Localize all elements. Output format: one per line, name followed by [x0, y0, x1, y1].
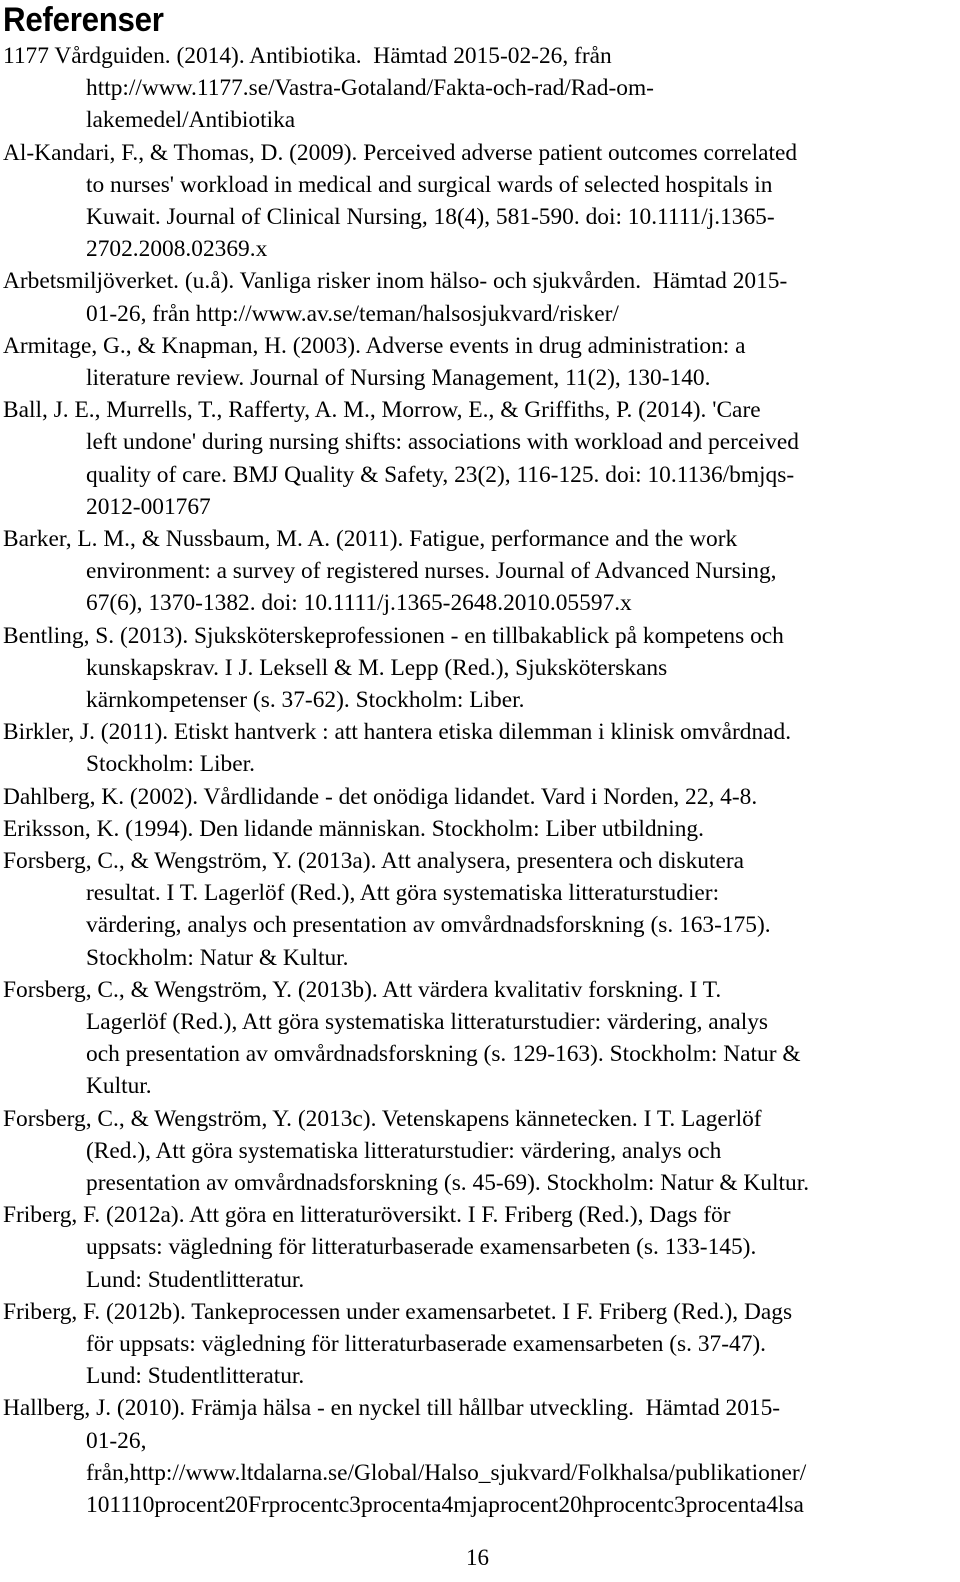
reference-line: http://www.1177.se/Vastra-Gotaland/Fakta-och-rad/Rad-om- — [86, 75, 654, 102]
reference-line: från,http://www.ltdalarna.se/Global/Halso_sjukvard/Folkhalsa/publikationer/ — [86, 1459, 807, 1486]
reference-line: värdering, analys och presentation av omvårdnadsforskning (s. 163-175). — [86, 912, 771, 939]
reference-line: Kuwait. Journal of Clinical Nursing, 18(4), 581-590. doi: 10.1111/j.1365- — [86, 203, 775, 230]
reference-line: Lagerlöf (Red.), Att göra systematiska litteraturstudier: värdering, analys — [86, 1008, 769, 1035]
reference-line: kärnkompetenser (s. 37-62). Stockholm: Liber. — [86, 686, 525, 713]
reference-line: Friberg, F. (2012b). Tankeprocessen under examensarbetet. I F. Friberg (Red.), Dags — [3, 1298, 793, 1325]
page-number: 16 — [466, 1545, 489, 1570]
reference-line: quality of care. BMJ Quality & Safety, 23(2), 116-125. doi: 10.1136/bmjqs- — [86, 461, 795, 488]
reference-line: Lund: Studentlitteratur. — [86, 1266, 305, 1293]
reference-line: 1177 Vårdguiden. (2014). Antibiotika. Hämtad 2015-02-26, från — [3, 43, 612, 69]
reference-line: uppsats: vägledning för litteraturbaserade examensarbeten (s. 133-145). — [86, 1234, 757, 1261]
reference-line: Arbetsmiljöverket. (u.å). Vanliga risker inom hälso- och sjukvården. Hämtad 2015- — [3, 268, 788, 295]
reference-line: Forsberg, C., & Wengström, Y. (2013b). Att värdera kvalitativ forskning. I T. — [3, 976, 722, 1003]
reference-line: Al-Kandari, F., & Thomas, D. (2009). Perceived adverse patient outcomes correlated — [3, 139, 798, 166]
page-heading: Referenser — [3, 1, 164, 39]
reference-line: lakemedel/Antibiotika — [86, 107, 296, 134]
reference-line: left undone' during nursing shifts: associations with workload and perceived — [86, 429, 799, 456]
reference-line: Dahlberg, K. (2002). Vårdlidande - det onödiga lidandet. Vard i Norden, 22, 4-8. — [3, 783, 758, 810]
reference-line: Eriksson, K. (1994). Den lidande människan. Stockholm: Liber utbildning. — [3, 815, 704, 842]
reference-line: Lund: Studentlitteratur. — [86, 1363, 305, 1390]
reference-line: 2012-001767 — [86, 493, 211, 520]
reference-line: Forsberg, C., & Wengström, Y. (2013a). Att analysera, presentera och diskutera — [3, 848, 745, 874]
reference-line: Birkler, J. (2011). Etiskt hantverk : att hantera etiska dilemman i klinisk omvårdnad. — [3, 719, 792, 746]
reference-line: Forsberg, C., & Wengström, Y. (2013c). Vetenskapens kännetecken. I T. Lagerlöf — [3, 1105, 762, 1132]
reference-line: kunskapskrav. I J. Leksell & M. Lepp (Red.), Sjuksköterskans — [86, 654, 668, 681]
reference-line: Bentling, S. (2013). Sjuksköterskeprofessionen - en tillbakablick på kompetens och — [3, 622, 784, 649]
reference-line: Kultur. — [86, 1073, 152, 1100]
reference-line: Hallberg, J. (2010). Främja hälsa - en nyckel till hållbar utveckling. Hämtad 2015- — [3, 1395, 781, 1422]
reference-line: Friberg, F. (2012a). Att göra en litteraturöversikt. I F. Friberg (Red.), Dags för — [3, 1202, 731, 1229]
reference-line: 67(6), 1370-1382. doi: 10.1111/j.1365-2648.2010.05597.x — [86, 590, 632, 617]
reference-line: 2702.2008.02369.x — [86, 236, 268, 263]
reference-line: 01-26, från http://www.av.se/teman/halsosjukvard/risker/ — [86, 300, 619, 327]
reference-line: Barker, L. M., & Nussbaum, M. A. (2011). Fatigue, performance and the work — [3, 526, 738, 552]
reference-line: literature review. Journal of Nursing Management, 11(2), 130-140. — [86, 364, 711, 391]
reference-line: resultat. I T. Lagerlöf (Red.), Att göra systematiska litteraturstudier: — [86, 880, 720, 907]
reference-line: för uppsats: vägledning för litteraturbaserade examensarbeten (s. 37-47). — [86, 1330, 767, 1357]
reference-line: Stockholm: Natur & Kultur. — [86, 944, 349, 971]
reference-line: Armitage, G., & Knapman, H. (2003). Adverse events in drug administration: a — [3, 332, 746, 359]
reference-line: och presentation av omvårdnadsforskning (s. 129-163). Stockholm: Natur & — [86, 1041, 801, 1068]
reference-line: 101110procent20Frprocentc3procenta4mjaprocent20hprocentc3procenta4lsa — [86, 1491, 804, 1518]
reference-line: Ball, J. E., Murrells, T., Rafferty, A. M., Morrow, E., & Griffiths, P. (2014). 'Care — [3, 397, 761, 424]
reference-line: 01-26, — [86, 1427, 147, 1454]
reference-line: Stockholm: Liber. — [86, 751, 255, 778]
reference-line: presentation av omvårdnadsforskning (s. 45-69). Stockholm: Natur & Kultur. — [86, 1169, 810, 1196]
reference-line: to nurses' workload in medical and surgical wards of selected hospitals in — [86, 171, 773, 198]
reference-line: (Red.), Att göra systematiska litteraturstudier: värdering, analys och — [86, 1137, 722, 1164]
reference-line: environment: a survey of registered nurses. Journal of Advanced Nursing, — [86, 558, 777, 585]
